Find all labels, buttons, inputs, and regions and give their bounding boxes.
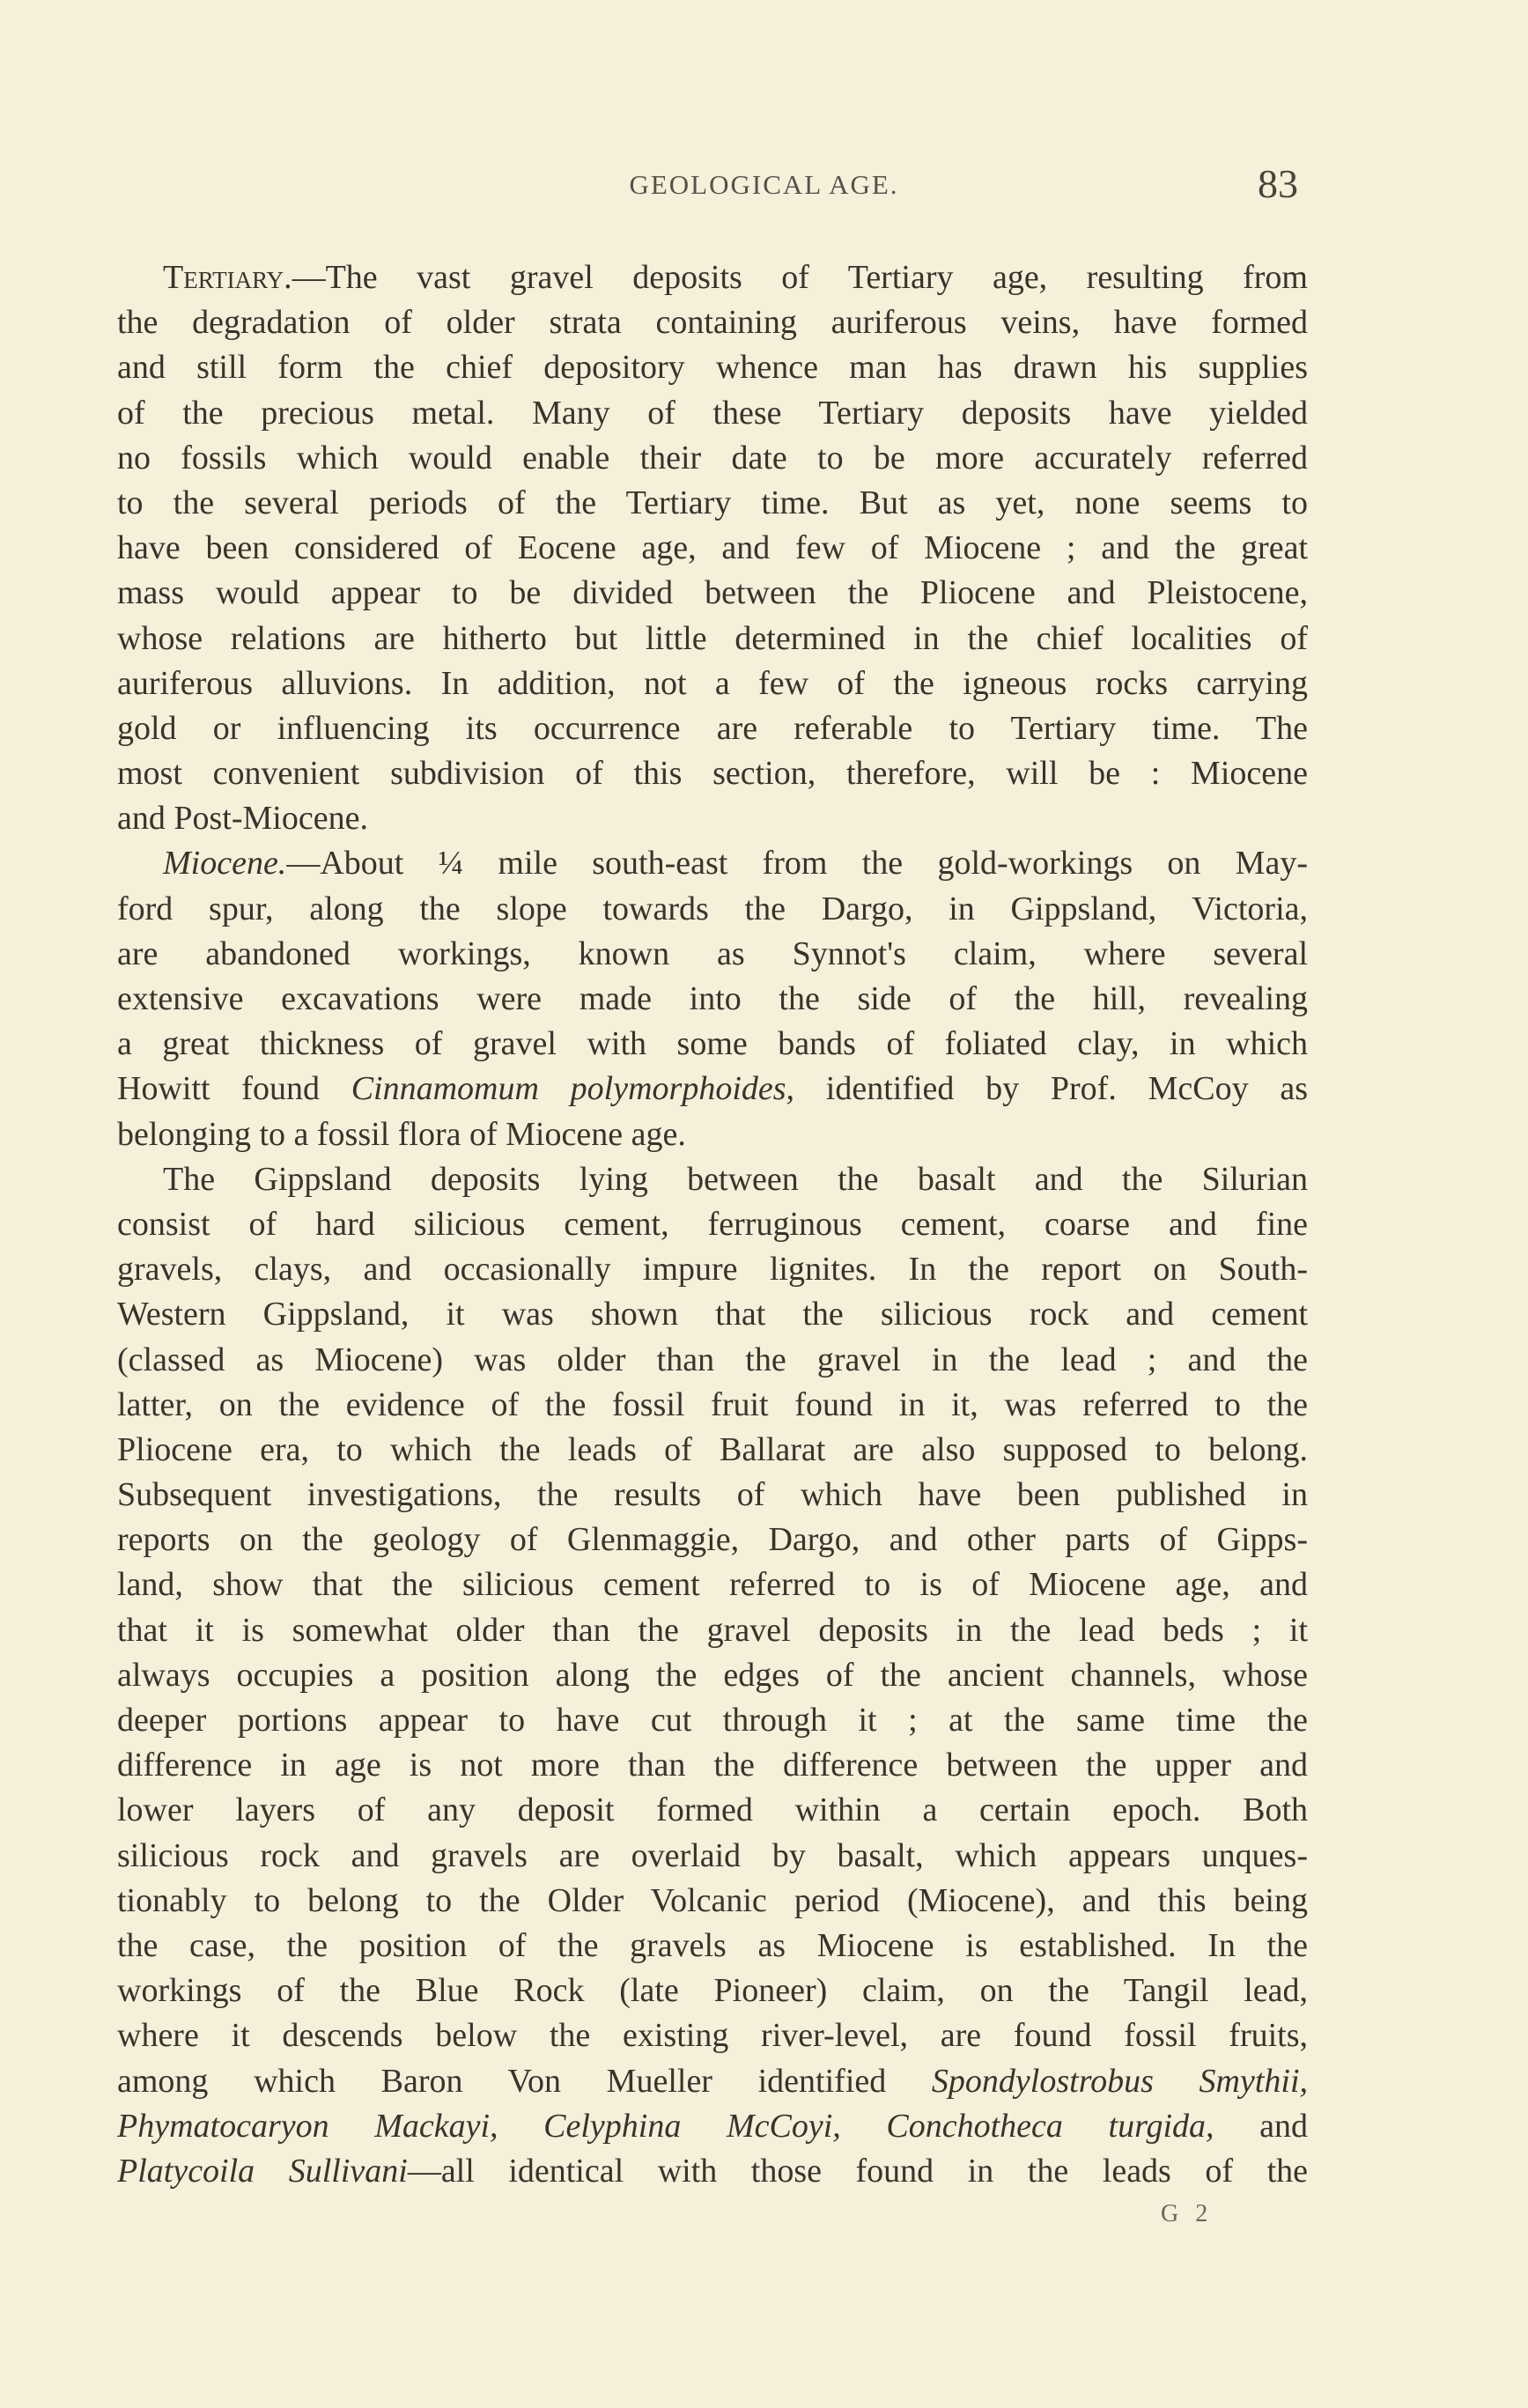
text-run: —About ¼ mile south-east from the gold-workings on May-	[286, 845, 1308, 883]
text-run: land, show that the silicious cement referred to is of Miocene age, and	[117, 1566, 1308, 1604]
signature-mark: G 2	[1161, 2200, 1214, 2227]
text-line	[117, 1562, 1308, 1607]
text-line	[117, 1428, 1308, 1473]
text-run: to the several periods of the Tertiary time. But as yet, none seems to	[117, 484, 1308, 521]
paragraph	[117, 1157, 1308, 2194]
italic-text: Phymatocaryon Mackayi, Celyphina McCoyi, Conchotheca turgida,	[117, 2107, 1214, 2145]
text-line	[117, 1608, 1308, 1653]
text-line	[117, 345, 1308, 390]
text-line	[117, 1879, 1308, 1924]
text-run: no fossils which would enable their date to be more accurately referred	[117, 439, 1308, 476]
text-run: most convenient subdivision of this section, therefore, will be : Miocene	[117, 755, 1308, 793]
body-text	[117, 255, 1308, 2194]
text-line	[117, 300, 1308, 345]
text-run: are abandoned workings, known as Synnot's claim, where several	[117, 934, 1308, 972]
text-line	[117, 2013, 1308, 2058]
text-line	[117, 2059, 1308, 2104]
text-line	[117, 1292, 1308, 1337]
text-run: difference in age is not more than the difference between the upper and	[117, 1747, 1308, 1784]
text-line	[117, 706, 1308, 751]
text-line	[117, 1653, 1308, 1698]
text-run: Pliocene era, to which the leads of Ballarat are also supposed to belong.	[117, 1430, 1308, 1468]
text-run: belonging to a fossil flora of Miocene age.	[117, 1115, 686, 1153]
text-line	[117, 391, 1308, 436]
paragraph	[117, 255, 1308, 841]
text-line	[117, 2104, 1308, 2149]
text-line	[117, 1698, 1308, 1743]
text-run: auriferous alluvions. In addition, not a few of the igneous rocks carrying	[117, 664, 1308, 702]
text-line	[117, 436, 1308, 481]
text-run: Western Gippsland, it was shown that the silicious rock and cement	[117, 1296, 1308, 1333]
text-run: where it descends below the existing river-level, are found fossil fruits,	[117, 2017, 1308, 2055]
text-line	[117, 1338, 1308, 1383]
text-line	[117, 526, 1308, 571]
text-run: —all identical with those found in the leads of the	[407, 2152, 1308, 2190]
text-line	[117, 1743, 1308, 1788]
text-line	[117, 751, 1308, 796]
small-caps-heading: Tertiary	[163, 259, 284, 296]
text-line	[117, 661, 1308, 706]
text-run: that it is somewhat older than the gravel deposits in the lead beds ; it	[117, 1611, 1308, 1649]
text-line	[117, 1202, 1308, 1247]
text-run: reports on the geology of Glenmaggie, Dargo, and other parts of Gipps-	[117, 1521, 1308, 1559]
italic-text: Cinnamomum polymorphoides,	[351, 1070, 795, 1108]
text-run: Howitt found	[117, 1070, 351, 1108]
text-line	[117, 1112, 1308, 1157]
text-run: ford spur, along the slope towards the Dargo, in Gippsland, Victoria,	[117, 890, 1308, 927]
text-line	[117, 932, 1308, 977]
text-run: of the precious metal. Many of these Tertiary deposits have yielded	[117, 394, 1308, 432]
running-head: GEOLOGICAL AGE.	[629, 169, 899, 200]
text-run: (classed as Miocene) was older than the gravel in the lead ; and the	[117, 1341, 1308, 1378]
text-line	[117, 1518, 1308, 1562]
text-line	[117, 2149, 1308, 2194]
text-run: always occupies a position along the edges of the ancient channels, whose	[117, 1656, 1308, 1694]
text-run: workings of the Blue Rock (late Pioneer) claim, on the Tangil lead,	[117, 1972, 1308, 2010]
text-run: whose relations are hitherto but little determined in the chief localities of	[117, 619, 1308, 657]
text-run: latter, on the evidence of the fossil fruit found in it, was referred to the	[117, 1385, 1308, 1423]
text-run: gold or influencing its occurrence are referable to Tertiary time. The	[117, 709, 1308, 747]
text-run: and	[1214, 2107, 1308, 2145]
text-line	[117, 571, 1308, 616]
text-run: The Gippsland deposits lying between the basalt and the Silurian	[163, 1160, 1308, 1198]
text-run: lower layers of any deposit formed within a certain epoch. Both	[117, 1791, 1308, 1829]
page-number: 83	[1258, 161, 1298, 206]
italic-text: Platycoila Sullivani	[117, 2152, 408, 2190]
text-line	[117, 1834, 1308, 1879]
text-run: identified by Prof. McCoy as	[794, 1070, 1308, 1108]
text-line	[117, 796, 1308, 841]
text-run: Subsequent investigations, the results of which have been published in	[117, 1476, 1308, 1514]
text-run: mass would appear to be divided between the Pliocene and Pleistocene,	[117, 574, 1308, 612]
text-line	[117, 841, 1308, 886]
text-line	[117, 1969, 1308, 2013]
text-run: deeper portions appear to have cut through it ; at the same time the	[117, 1702, 1308, 1739]
text-run: the degradation of older strata containing auriferous veins, have formed	[117, 304, 1308, 342]
text-run: and still form the chief depository whence man has drawn his supplies	[117, 349, 1308, 387]
text-line	[117, 481, 1308, 526]
text-run: gravels, clays, and occasionally impure lignites. In the report on South-	[117, 1251, 1308, 1289]
text-line	[117, 1788, 1308, 1833]
text-run: the case, the position of the gravels as Miocene is established. In the	[117, 1926, 1308, 1964]
italic-text: Miocene.	[163, 845, 287, 883]
text-line	[117, 255, 1308, 300]
text-run: .—The vast gravel deposits of Tertiary age, resulting from	[284, 259, 1308, 296]
text-run: a great thickness of gravel with some bands of foliated clay, in which	[117, 1025, 1308, 1063]
text-line	[117, 1067, 1308, 1112]
text-line	[117, 617, 1308, 661]
text-line	[117, 1383, 1308, 1428]
text-line	[117, 1924, 1308, 1969]
text-run: have been considered of Eocene age, and few of Miocene ; and the great	[117, 529, 1308, 567]
text-run: consist of hard silicious cement, ferruginous cement, coarse and fine	[117, 1205, 1308, 1243]
text-run: and Post-Miocene.	[117, 800, 368, 838]
text-run: tionably to belong to the Older Volcanic period (Miocene), and this being	[117, 1881, 1308, 1919]
text-line	[117, 1157, 1308, 1202]
text-line	[117, 887, 1308, 932]
text-run: among which Baron Von Mueller identified	[117, 2062, 932, 2100]
text-line	[117, 977, 1308, 1022]
text-run: silicious rock and gravels are overlaid by basalt, which appears unques-	[117, 1836, 1308, 1874]
text-line	[117, 1473, 1308, 1518]
text-line	[117, 1247, 1308, 1292]
italic-text: Spondylostrobus Smythii,	[931, 2062, 1308, 2100]
text-run: extensive excavations were made into the side of the hill, revealing	[117, 980, 1308, 1017]
text-line	[117, 1022, 1308, 1067]
paragraph	[117, 841, 1308, 1156]
